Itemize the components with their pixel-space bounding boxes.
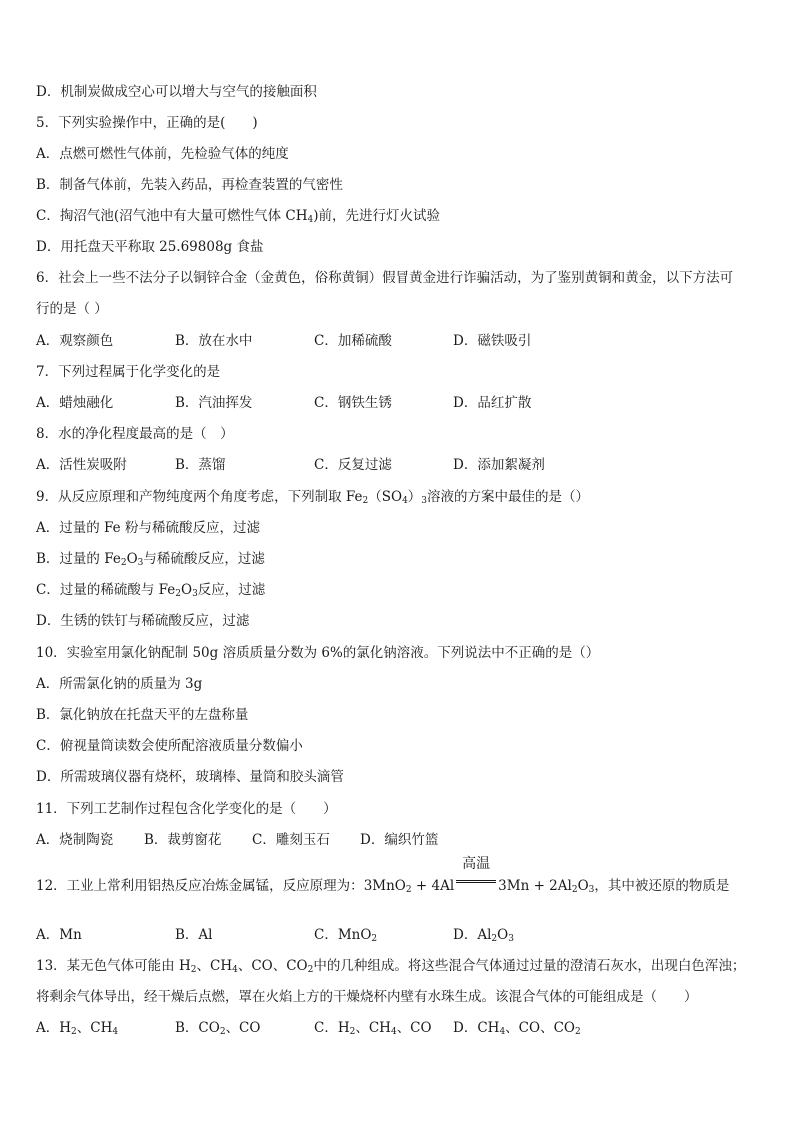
q5-option-c: C．掏沼气池(沼气池中有大量可燃性气体 $CH_4$)前，先进行灯火试验	[36, 208, 441, 225]
q11-option-c: C．雕刻玉石	[252, 832, 330, 848]
question-9: 9．从反应原理和产物纯度两个角度考虑，下列制取 $Fe_2(SO_4)_3$溶液的方案中最佳的是（）	[36, 489, 590, 506]
q12-option-a: A．Mn	[36, 927, 82, 943]
question-5: 5．下列实验操作中，正确的是( )	[36, 115, 258, 131]
q10-option-c: C．俯视量筒读数会使所配溶液质量分数偏小	[36, 738, 303, 754]
q12-option-d: D．$Al_2O_3$	[453, 927, 514, 944]
q6-option-b: B．放在水中	[175, 333, 253, 349]
q13-option-b: B．$CO_2$、CO	[175, 1020, 261, 1037]
q13-option-a: A．$H_2$、$CH_4$	[36, 1020, 119, 1037]
q11-option-b: B．裁剪窗花	[144, 832, 222, 848]
question-13-line-2: 将剩余气体导出，经干燥后点燃，罩在火焰上方的干燥烧杯内壁有水珠生成。该混合气体的可能组成是（ ）	[36, 989, 698, 1005]
question-10: 10．实验室用氯化钠配制 50g 溶质质量分数为 6%的氯化钠溶液。下列说法中不正确的是（）	[36, 645, 600, 661]
q7-option-c: C．钢铁生锈	[314, 395, 392, 411]
q13-option-d: D．$CH_4$、CO、$CO_2$	[453, 1020, 581, 1037]
q7-options	[36, 394, 531, 412]
question-13-line-1: 13．某无色气体可能由 $H_2$、$CH_4$、CO、$CO_2$中的几种组成。将这些混合气体通过过量的澄清石灰水，出现白色浑浊；	[36, 958, 746, 975]
q6-option-d: D．磁铁吸引	[453, 333, 532, 349]
question-6-line-1: 6．社会上一些不法分子以铜锌合金（金黄色，俗称黄铜）假冒黄金进行诈骗活动，为了鉴别黄铜和黄金，以下方法可	[36, 270, 734, 286]
question-11: 11．下列工艺制作过程包含化学变化的是（ ）	[36, 801, 337, 817]
q5-option-b: B．制备气体前，先装入药品，再检查装置的气密性	[36, 177, 343, 193]
q7-option-a: A．蜡烛融化	[36, 395, 114, 411]
q8-option-b: B．蒸馏	[175, 457, 226, 473]
q6-option-c: C．加稀硫酸	[314, 333, 392, 349]
q5-option-a: A．点燃可燃性气体前，先检验气体的纯度	[36, 146, 289, 162]
q12-option-b: B．Al	[175, 927, 213, 943]
q8-option-c: C．反复过滤	[314, 457, 392, 473]
q12-option-c: C．MnO$_2$	[314, 927, 378, 944]
q4-option-d: D．机制炭做成空心可以增大与空气的接触面积	[36, 84, 317, 100]
q8-option-d: D．添加絮凝剂	[453, 457, 545, 473]
reaction-condition: 高温	[454, 877, 498, 895]
reaction-equation: 3MnO$_2$ + 4Al 高温 $3Mn + 2Al_2O_3$	[363, 856, 595, 895]
question-6-line-2: 行的是（ ）	[36, 301, 108, 317]
q13-options	[36, 1019, 581, 1037]
q11-option-d: D．编织竹篮	[360, 832, 439, 848]
q12-options	[36, 926, 514, 944]
q8-option-a: A．活性炭吸附	[36, 457, 127, 473]
q7-option-b: B．汽油挥发	[175, 395, 253, 411]
q10-option-a: A．所需氯化钠的质量为 3g	[36, 676, 203, 692]
q9-option-c: C．过量的稀硫酸与 $Fe_2O_3$反应，过滤	[36, 582, 266, 599]
q6-options	[36, 332, 531, 350]
question-8: 8．水的净化程度最高的是（ ）	[36, 426, 234, 442]
q11-options	[36, 831, 438, 849]
q5-option-d: D．用托盘天平称取 25.69808g 食盐	[36, 239, 264, 255]
q7-option-d: D．品红扩散	[453, 395, 532, 411]
q10-option-d: D．所需玻璃仪器有烧杯，玻璃棒、量筒和胶头滴管	[36, 769, 344, 785]
q13-option-c: C．$H_2$、$CH_4$、CO	[314, 1020, 432, 1037]
q9-option-d: D．生锈的铁钉与稀硫酸反应，过滤	[36, 613, 250, 629]
q9-option-a: A．过量的 Fe 粉与稀硫酸反应，过滤	[36, 520, 260, 536]
q9-option-b: B．过量的 $Fe_2O_3$与稀硫酸反应，过滤	[36, 551, 265, 568]
question-7: 7．下列过程属于化学变化的是	[36, 364, 221, 380]
q6-option-a: A．观察颜色	[36, 333, 114, 349]
q10-option-b: B．氯化钠放在托盘天平的左盘称量	[36, 707, 249, 723]
q11-option-a: A．烧制陶瓷	[36, 832, 114, 848]
question-12: 12．工业上常利用铝热反应冶炼金属锰，反应原理为：3MnO$_2$ + 4Al 高温 $3Mn + 2Al_2O_3$，其中被还原的物质是	[36, 856, 730, 895]
q8-options	[36, 456, 545, 474]
